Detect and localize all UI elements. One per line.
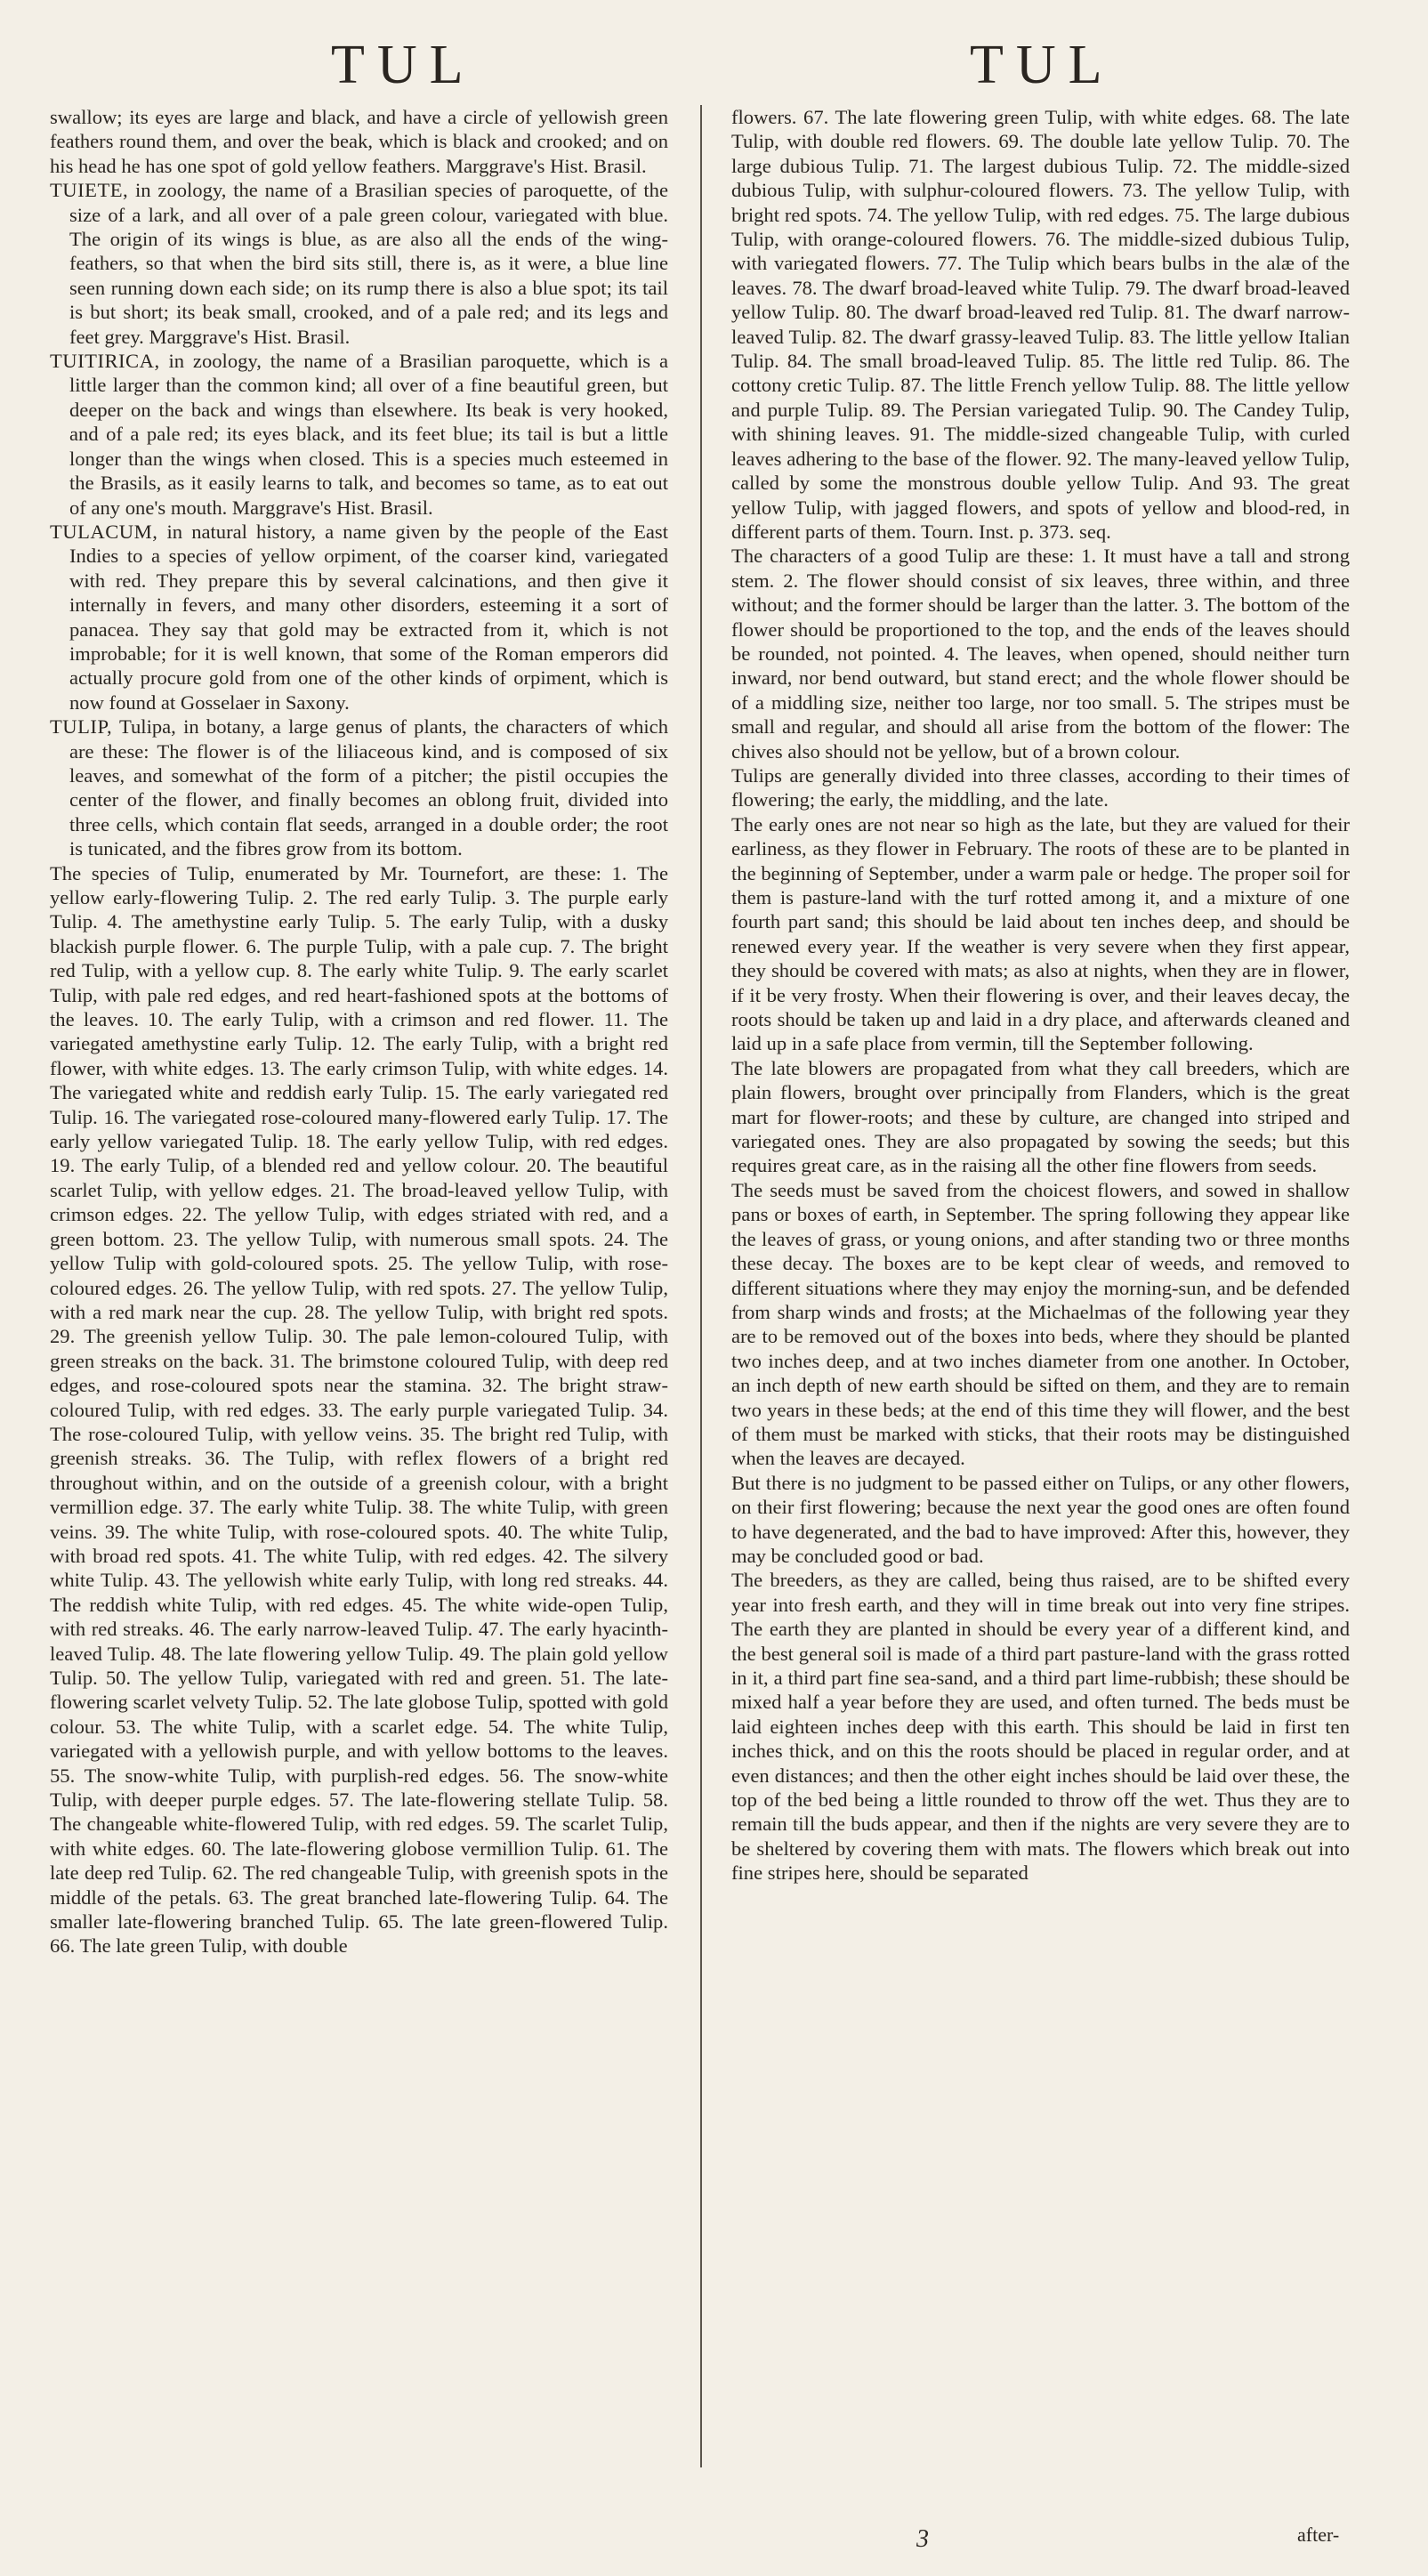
entry-text: The seeds must be saved from the choicest flowers, and sowed in shallow pans or boxes of earth, in September. The spring following they appear like the leaves of grass, or young onions, and after standing two or three months these decay. The boxes are to be kept clear of weeds, and removed to different situations where they may enjoy the morning-sun, and be defended from sharp winds and frosts; at the Michaelmas of the following year they are to be removed out of the boxes into beds, where they should be planted two inches deep, and at two inches diameter from one another. In October, an inch depth of new earth should be sifted on them, and they are to remain two years in these beds; at the end of this time they will flower, and the best of them must be marked with sticks, that their roots may be distinguished when the leaves are decayed. — [731, 1178, 1350, 1470]
entry-text: But there is no judgment to be passed either on Tulips, or any other flowers, on their first flowering; because the next year the good ones are often found to have degenerated, and the bad to have improved: After this, however, they may be concluded good or bad. — [731, 1471, 1350, 1567]
entry-text: in zoology, the name of a Brasilian paroquette, which is a little larger than the common kind; all over of a fine beautiful green, but deeper on the back and wings than elsewhere. Its beak is very hooked, and of a pale red; its eyes black, and its feet blue; its tail is but a little longer than the wings when closed. This is a species much esteemed in the Brasils, as it easily learns to talk, and becomes so tame, as to eat out of any one's mouth. Marggrave's Hist. Brasil. — [69, 350, 668, 519]
catchword: after- — [1297, 2524, 1340, 2546]
entry-headword: TUIETE, — [50, 179, 129, 202]
entry-headword: TULIP, — [50, 715, 113, 739]
dictionary-entry — [50, 349, 668, 520]
entry-headword: TUITIRICA, — [50, 350, 160, 373]
column-divider — [700, 105, 702, 2467]
signature-mark: 3 — [916, 2525, 929, 2553]
entry-headword: TULACUM, — [50, 520, 158, 543]
left-column — [50, 105, 668, 2445]
paragraph — [731, 544, 1350, 763]
dictionary-entry — [50, 178, 668, 349]
entry-text: Tulips are generally divided into three classes, according to their times of flowering; the early, the middling, and the late. — [731, 763, 1350, 812]
dictionary-entry — [50, 715, 668, 860]
entry-text: The characters of a good Tulip are these: 1. It must have a tall and strong stem. 2. The flower should consist of six leaves, three within, and three without; and the former should be larger than the latter. 3. The bottom of the flower should be proportioned to the top, and the ends of the leaves should be rounded, not pointed. 4. The leaves, when opened, should neither turn inward, nor bend outward, but stand erect; and the whole flower should be of a middling size, neither too large, nor too small. 5. The stripes must be small and regular, and should all arise from the bottom of the flower: The chives also should not be yellow, but of a brown colour. — [731, 545, 1350, 763]
paragraph — [731, 1568, 1350, 1885]
running-head-left: TUL — [331, 35, 476, 95]
right-column — [731, 105, 1350, 2445]
paragraph — [731, 105, 1350, 544]
paragraph — [731, 1471, 1350, 1569]
paragraph — [731, 1178, 1350, 1471]
paragraph — [731, 812, 1350, 1056]
entry-text: The breeders, as they are called, being thus raised, are to be shifted every year into fresh earth, and they will in time break out into very fine stripes. The earth they are planted in should be every year of a different kind, and the best general soil is made of a third part pasture-land with the grass rotted in it, a third part fine sea-sand, and a third part lime-rubbish; these should be mixed half a year before they are used, and often turned. The beds must be laid eighteen inches deep with this earth. This should be laid in first ten inches thick, and on this the roots should be placed in regular order, and at even distances; and then the other eight inches should be laid over these, the top of the bed being a little rounded to throw off the wet. Thus they are to remain till the buds appear, and then if the nights are very severe they are to be sheltered by covering them with mats. The flowers which break out into fine stripes here, should be separated — [731, 1569, 1350, 1885]
paragraph — [50, 861, 668, 1958]
entry-text: Tulipa, in botany, a large genus of plants, the characters of which are these: The flower is of the liliaceous kind, and is composed of six leaves, and somewhat of the form of a pitcher; the pistil occupies the center of the flower, and finally becomes an oblong fruit, divided into three cells, which contain flat seeds, arranged in a double order; the root is tunicated, and the fibres grow from its bottom. — [69, 715, 668, 860]
entry-text: The late blowers are propagated from what they call breeders, which are plain flowers, brought over principally from Flanders, which is the great mart for flower-roots; and these by culture, are changed into striped and variegated ones. They are also propagated by sowing the seeds; but this requires great care, as in the raising all the other fine flowers from seeds. — [731, 1056, 1350, 1177]
entry-text: swallow; its eyes are large and black, and have a circle of yellowish green feathers round them, and over the beak, which is black and crooked; and on his head he has one spot of gold yellow feathers. Marggrave's Hist. Brasil. — [50, 106, 668, 177]
dictionary-entry — [50, 520, 668, 715]
paragraph — [50, 105, 668, 178]
entry-text: The early ones are not near so high as the late, but they are valued for their earliness, as they flower in February. The roots of these are to be planted in the beginning of September, under a warm pale or hedge. The proper soil for them is pasture-land with the turf rotted among it, and a mixture of one fourth part sand; this should be laid about ten inches deep, and should be renewed every year. If the weather is very severe when they first appear, they should be covered with mats; as also at nights, when they are in flower, if it be very frosty. When their flowering is over, and their leaves decay, the roots should be taken up and laid in a dry place, and afterwards cleaned and laid up in a safe place from vermin, till the September following. — [731, 812, 1350, 1055]
running-head-right: TUL — [970, 35, 1115, 95]
entry-text: in natural history, a name given by the people of the East Indies to a species of yellow orpiment, of the coarser kind, variegated with red. They prepare this by several calcinations, and then give it internally in fevers, and many other disorders, esteeming it a sort of panacea. They say that gold may be extracted from it, which is not improbable; for it is well known, that some of the Roman emperors did actually procure gold from one of the other kinds of orpiment, which is now found at Gosselaer in Saxony. — [69, 520, 668, 714]
entry-text: The species of Tulip, enumerated by Mr. Tournefort, are these: 1. The yellow early-flowering Tulip. 2. The red early Tulip. 3. The purple early Tulip. 4. The amethystine early Tulip. 5. The early Tulip, with a dusky blackish purple flower. 6. The purple Tulip, with a pale cup. 7. The bright red Tulip, with a yellow cup. 8. The early white Tulip. 9. The early scarlet Tulip, with pale red edges, and red heart-fashioned spots at the bottoms of the leaves. 10. The early Tulip, with a crimson and red flower. 11. The variegated amethystine early Tulip. 12. The early Tulip, with a bright red flower, with white edges. 13. The early crimson Tulip, with white edges. 14. The variegated white and reddish early Tulip. 15. The early variegated red Tulip. 16. The variegated rose-coloured many-flowered early Tulip. 17. The early yellow variegated Tulip. 18. The early yellow Tulip, with red edges. 19. The early Tulip, of a blended red and yellow colour. 20. The beautiful scarlet Tulip, with yellow edges. 21. The broad-leaved yellow Tulip, with crimson edges. 22. The yellow Tulip, with edges striated with red, and a green bottom. 23. The yellow Tulip, with numerous small spots. 24. The yellow Tulip with gold-coloured spots. 25. The yellow Tulip, with rose-coloured edges. 26. The yellow Tulip, with red spots. 27. The yellow Tulip, with a red mark near the cup. 28. The yellow Tulip, with bright red spots. 29. The greenish yellow Tulip. 30. The pale lemon-coloured Tulip, with green streaks on the back. 31. The brimstone coloured Tulip, with deep red edges, and rose-coloured spots near the stamina. 32. The bright straw-coloured Tulip, with red edges. 33. The early purple variegated Tulip. 34. The rose-coloured Tulip, with yellow veins. 35. The bright red Tulip, with greenish streaks. 36. The Tulip, with reflex flowers of a bright red throughout within, and on the outside of a greenish colour, with a bright vermillion edge. 37. The early white Tulip. 38. The white Tulip, with green veins. 39. The white Tulip, with rose-coloured spots. 40. The white Tulip, with broad red spots. 41. The white Tulip, with red edges. 42. The silvery white Tulip. 43. The yellowish white early Tulip, with long red streaks. 44. The reddish white Tulip, with red edges. 45. The white wide-open Tulip, with red streaks. 46. The early narrow-leaved Tulip. 47. The early hyacinth-leaved Tulip. 48. The late flowering yellow Tulip. 49. The plain gold yellow Tulip. 50. The yellow Tulip, variegated with red and green. 51. The late-flowering scarlet velvety Tulip. 52. The late globose Tulip, spotted with gold colour. 53. The white Tulip, with a scarlet edge. 54. The white Tulip, variegated with a yellowish purple, and with yellow bottoms to the leaves. 55. The snow-white Tulip, with purplish-red edges. 56. The snow-white Tulip, with deeper purple edges. 57. The late-flowering stellate Tulip. 58. The changeable white-flowered Tulip, with red edges. 59. The scarlet Tulip, with white edges. 60. The late-flowering globose vermillion Tulip. 61. The late deep red Tulip. 62. The red changeable Tulip, with greenish spots in the middle of the petals. 63. The great branched late-flowering Tulip. 64. The smaller late-flowering branched Tulip. 65. The late green-flowered Tulip. 66. The late green Tulip, with double — [50, 861, 668, 1958]
entry-text: in zoology, the name of a Brasilian species of paroquette, of the size of a lark, and all over of a pale green colour, variegated with blue. The origin of its wings is blue, as are also all the ends of the wing-feathers, so that when the bird sits still, there is, as it were, a blue line seen running down each side; on its rump there is also a blue spot; its tail is but short; its beak small, crooked, and of a pale red; and its legs and feet grey. Marggrave's Hist. Brasil. — [69, 179, 668, 348]
paragraph — [731, 763, 1350, 812]
entry-text: flowers. 67. The late flowering green Tulip, with white edges. 68. The late Tulip, with double red flowers. 69. The double late yellow Tulip. 70. The large dubious Tulip. 71. The largest dubious Tulip. 72. The middle-sized dubious Tulip, with sulphur-coloured flowers. 73. The yellow Tulip, with bright red spots. 74. The yellow Tulip, with red edges. 75. The large dubious Tulip, with orange-coloured flowers. 76. The middle-sized dubious Tulip, with variegated flowers. 77. The Tulip which bears bulbs in the alæ of the leaves. 78. The dwarf broad-leaved white Tulip. 79. The dwarf broad-leaved yellow Tulip. 80. The dwarf broad-leaved red Tulip. 81. The dwarf narrow-leaved Tulip. 82. The dwarf grassy-leaved Tulip. 83. The little yellow Italian Tulip. 84. The small broad-leaved Tulip. 85. The little red Tulip. 86. The cottony cretic Tulip. 87. The little French yellow Tulip. 88. The little yellow and purple Tulip. 89. The Persian variegated Tulip. 90. The Candey Tulip, with shining leaves. 91. The middle-sized changeable Tulip, with curled leaves adhering to the base of the flower. 92. The many-leaved yellow Tulip, called by some the monstrous double yellow Tulip. And 93. The great yellow Tulip, with jagged flowers, and spots of yellow and blood-red, in different parts of them. Tourn. Inst. p. 373. seq. — [731, 106, 1350, 543]
paragraph — [731, 1056, 1350, 1178]
